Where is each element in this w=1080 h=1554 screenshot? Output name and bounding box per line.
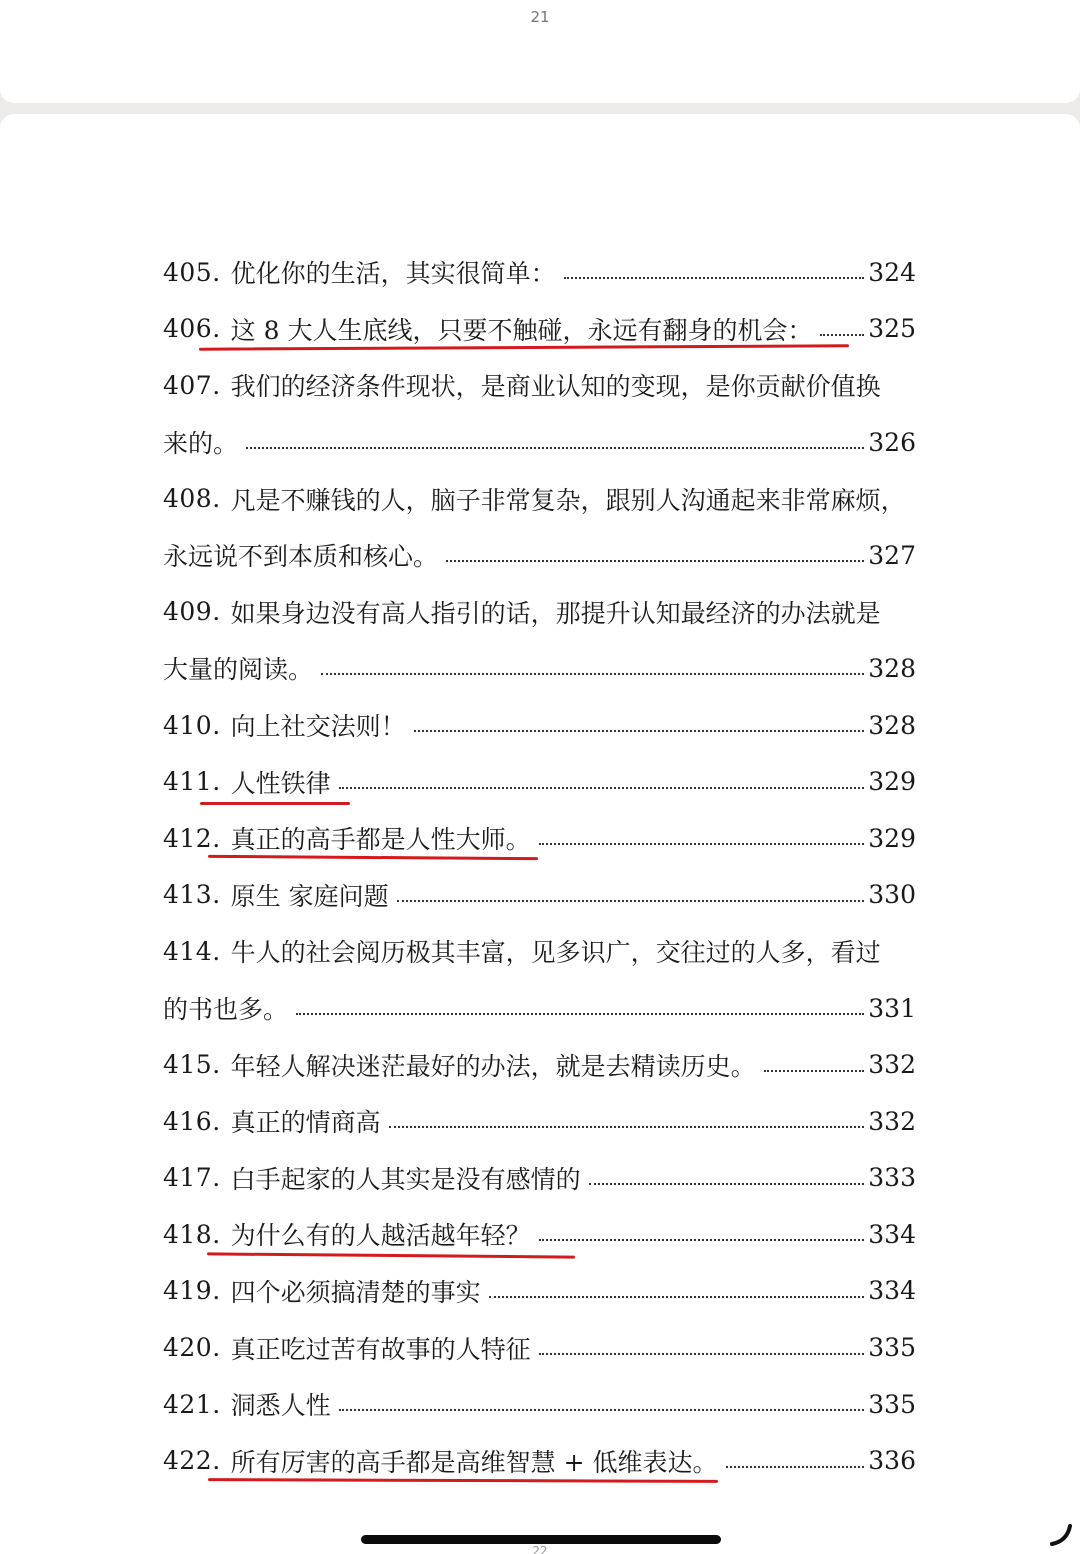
page-number-bottom: 22 xyxy=(532,1544,548,1554)
leader-dots xyxy=(564,277,865,279)
entry-number: 418. xyxy=(163,1219,221,1249)
entry-page: 327 xyxy=(868,540,916,570)
toc-entry[interactable] xyxy=(163,1376,916,1433)
entry-title: 白手起家的人其实是没有感情的 xyxy=(230,1164,581,1194)
leader-dots xyxy=(820,334,864,336)
entry-title: 凡是不赚钱的人，脑子非常复杂，跟别人沟通起来非常麻烦， xyxy=(230,485,906,515)
entry-page: 332 xyxy=(868,1106,916,1136)
leader-dots xyxy=(539,843,865,845)
entry-page: 333 xyxy=(868,1163,916,1193)
entry-page: 332 xyxy=(868,1050,916,1080)
entry-number: 419. xyxy=(163,1276,221,1306)
entry-page: 335 xyxy=(868,1333,916,1363)
leader-dots xyxy=(489,1296,865,1298)
leader-dots xyxy=(764,1070,865,1072)
entry-number: 420. xyxy=(163,1333,221,1363)
entry-number: 408. xyxy=(163,484,221,514)
table-of-contents xyxy=(163,244,916,1489)
entry-title: 人性铁律 xyxy=(230,768,331,798)
toc-entry[interactable] xyxy=(163,697,916,754)
toc-entry[interactable] xyxy=(163,1093,916,1150)
entry-number: 409. xyxy=(163,597,221,627)
entry-page: 328 xyxy=(868,653,916,683)
leader-dots xyxy=(539,1239,865,1241)
toc-entry[interactable] xyxy=(163,1036,916,1093)
leader-dots xyxy=(539,1353,865,1355)
entry-page: 326 xyxy=(868,427,916,457)
entry-title: 四个必须搞清楚的事实 xyxy=(230,1277,481,1307)
toc-entry[interactable] xyxy=(163,244,916,301)
leader-dots xyxy=(414,730,865,732)
entry-title-continuation: 来的。 xyxy=(163,429,239,459)
toc-entry[interactable] xyxy=(163,810,916,867)
toc-entry[interactable] xyxy=(163,1432,916,1489)
toc-entry[interactable] xyxy=(163,867,916,924)
toc-entry[interactable] xyxy=(163,301,916,358)
entry-page: 324 xyxy=(868,257,916,287)
page-number-top: 21 xyxy=(530,8,550,26)
entry-title: 为什么有的人越活越年轻？ xyxy=(230,1221,531,1251)
entry-title: 我们的经济条件现状，是商业认知的变现，是你贡献价值换 xyxy=(230,372,881,402)
leader-dots xyxy=(726,1466,865,1468)
entry-title: 如果身边没有高人指引的话，那提升认知最经济的办法就是 xyxy=(230,598,881,628)
entry-number: 415. xyxy=(163,1050,221,1080)
toc-entry[interactable] xyxy=(163,923,916,980)
toc-entry[interactable] xyxy=(163,470,916,527)
entry-number: 411. xyxy=(163,767,221,797)
toc-entry[interactable] xyxy=(163,1319,916,1376)
leader-dots xyxy=(296,1013,864,1015)
leader-dots xyxy=(389,1126,865,1128)
toc-entry-continuation[interactable] xyxy=(163,414,916,471)
entry-page: 335 xyxy=(868,1389,916,1419)
entry-page: 331 xyxy=(868,993,916,1023)
curl-icon xyxy=(1046,1520,1076,1550)
leader-dots xyxy=(446,560,864,562)
red-underline xyxy=(208,1479,718,1484)
toc-entry[interactable] xyxy=(163,1263,916,1320)
entry-number: 422. xyxy=(163,1446,221,1476)
entry-number: 416. xyxy=(163,1106,221,1136)
entry-title: 优化你的生活，其实很简单： xyxy=(230,259,556,289)
toc-entry[interactable] xyxy=(163,753,916,810)
entry-number: 406. xyxy=(163,314,221,344)
entry-number: 410. xyxy=(163,710,221,740)
entry-number: 417. xyxy=(163,1163,221,1193)
leader-dots xyxy=(589,1183,865,1185)
leader-dots xyxy=(321,673,864,675)
toc-entry[interactable] xyxy=(163,584,916,641)
entry-title: 牛人的社会阅历极其丰富，见多识广，交往过的人多，看过 xyxy=(230,938,881,968)
entry-page: 334 xyxy=(868,1276,916,1306)
entry-title: 洞悉人性 xyxy=(230,1391,331,1421)
entry-page: 328 xyxy=(868,710,916,740)
red-underline xyxy=(200,802,350,805)
entry-title: 这 8 大人生底线，只要不触碰，永远有翻身的机会： xyxy=(230,315,813,345)
entry-number: 413. xyxy=(163,880,221,910)
entry-title: 真正的高手都是人性大师。 xyxy=(230,825,531,855)
entry-page: 336 xyxy=(868,1446,916,1476)
entry-page: 325 xyxy=(868,314,916,344)
entry-title: 真正吃过苦有故事的人特征 xyxy=(230,1334,531,1364)
entry-page: 329 xyxy=(868,823,916,853)
entry-page: 330 xyxy=(868,880,916,910)
leader-dots xyxy=(339,787,865,789)
entry-number: 412. xyxy=(163,823,221,853)
toc-entry-continuation[interactable] xyxy=(163,640,916,697)
entry-title-continuation: 的书也多。 xyxy=(163,995,289,1025)
leader-dots xyxy=(339,1409,865,1411)
entry-number: 405. xyxy=(163,257,221,287)
previous-page-bottom xyxy=(0,0,1080,103)
entry-title: 真正的情商高 xyxy=(230,1108,381,1138)
entry-page: 334 xyxy=(868,1219,916,1249)
entry-number: 421. xyxy=(163,1389,221,1419)
toc-entry-continuation[interactable] xyxy=(163,980,916,1037)
entry-number: 407. xyxy=(163,370,221,400)
entry-title: 向上社交法则！ xyxy=(230,712,406,742)
entry-number: 414. xyxy=(163,936,221,966)
leader-dots xyxy=(246,447,864,449)
entry-title-continuation: 大量的阅读。 xyxy=(163,655,314,685)
red-underline xyxy=(207,1252,575,1258)
entry-title: 所有厉害的高手都是高维智慧 + 低维表达。 xyxy=(230,1447,718,1477)
entry-title: 年轻人解决迷茫最好的办法，就是去精读历史。 xyxy=(230,1051,756,1081)
leader-dots xyxy=(397,900,865,902)
toc-entry[interactable] xyxy=(163,1150,916,1207)
toc-entry-continuation[interactable] xyxy=(163,527,916,584)
toc-entry[interactable] xyxy=(163,1206,916,1263)
toc-entry[interactable] xyxy=(163,357,916,414)
entry-page: 329 xyxy=(868,767,916,797)
entry-title-continuation: 永远说不到本质和核心。 xyxy=(163,542,439,572)
entry-title: 原生 家庭问题 xyxy=(230,881,389,911)
home-indicator[interactable] xyxy=(361,1535,721,1544)
